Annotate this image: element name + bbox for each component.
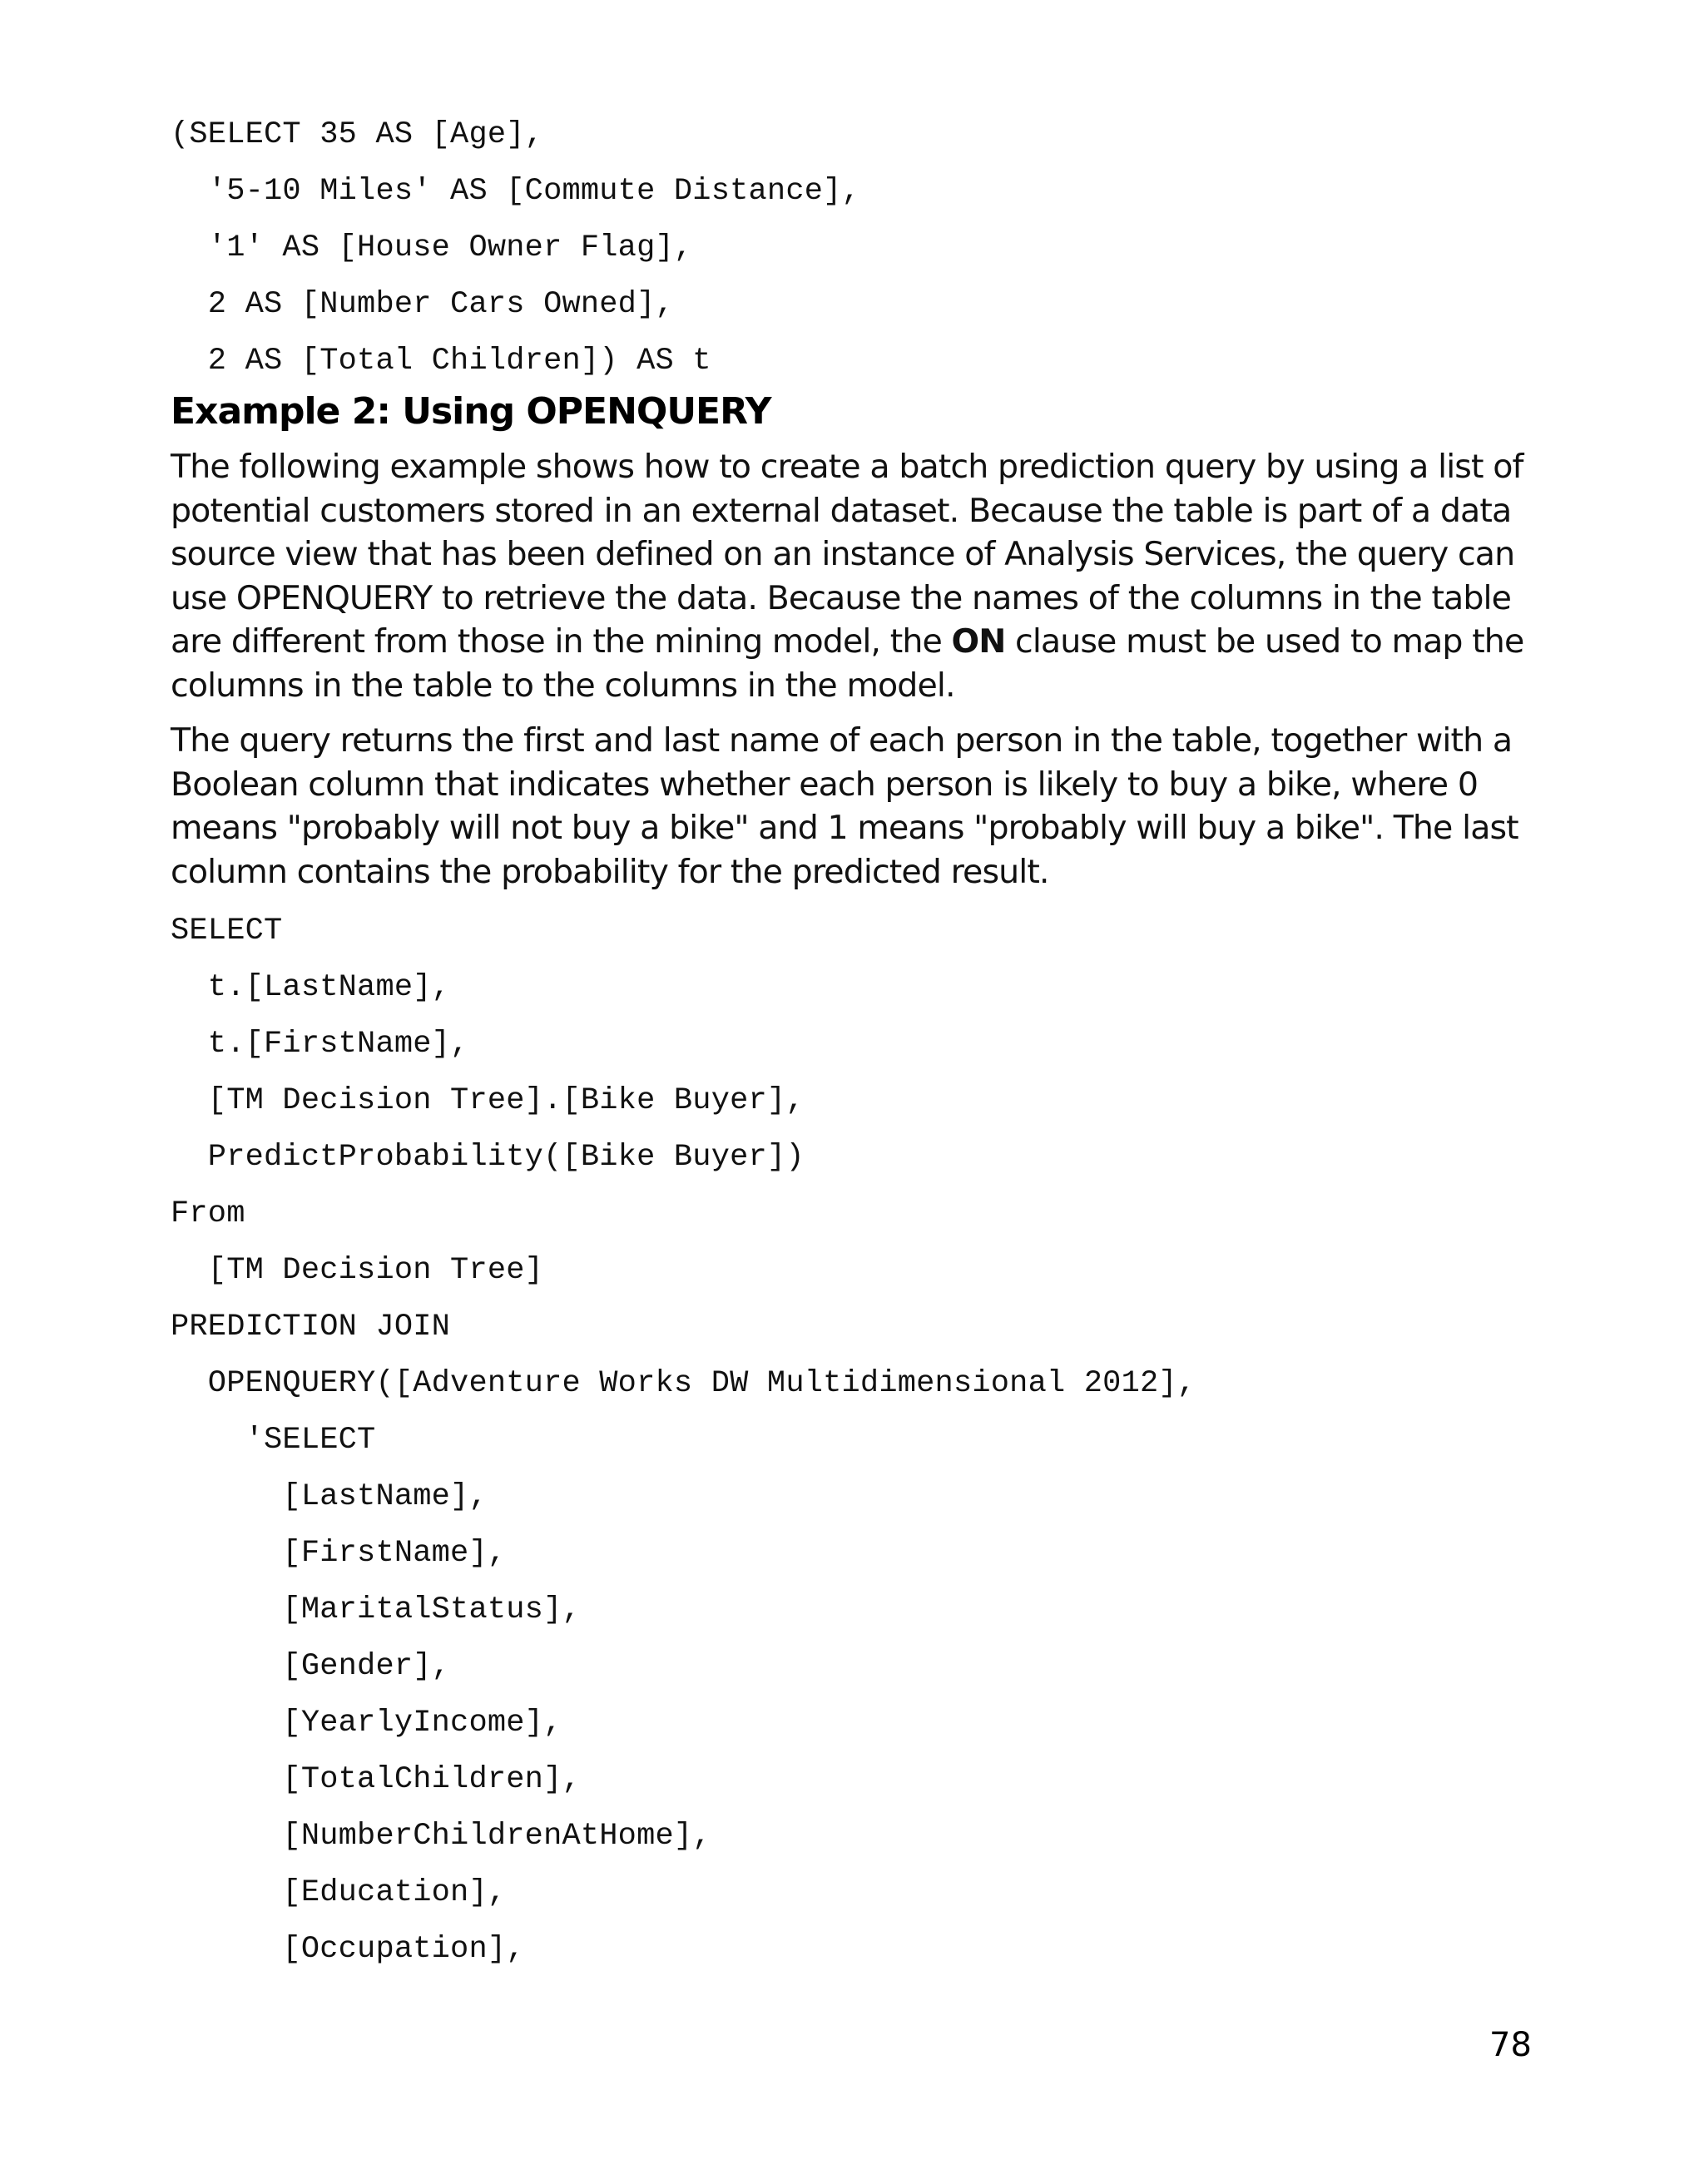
code-line: PREDICTION JOIN bbox=[171, 1310, 451, 1345]
body-paragraph bbox=[171, 445, 1543, 707]
code-line: [YearlyIncome], bbox=[171, 1706, 562, 1741]
paragraph-text: clause must be used to map the columns in the table to the columns in the model. bbox=[171, 622, 1524, 705]
body-paragraph: The query returns the first and last name of each person in the table, together with a Boolean column that indicates whether each person is likely to buy a bike, where 0 means "probably will not buy a bike" and 1 means "probably will buy a bike". The last column contains the probability for the predicted result. bbox=[171, 721, 1518, 891]
code-line: [TM Decision Tree].[Bike Buyer], bbox=[171, 1083, 805, 1118]
code-line: PredictProbability([Bike Buyer]) bbox=[171, 1140, 805, 1175]
section-heading: Example 2: Using OPENQUERY bbox=[171, 390, 771, 433]
code-line: 'SELECT bbox=[171, 1423, 376, 1458]
code-line: [LastName], bbox=[171, 1479, 488, 1514]
code-line: '1' AS [House Owner Flag], bbox=[171, 230, 693, 265]
code-line: [Education], bbox=[171, 1875, 507, 1910]
code-line: [FirstName], bbox=[171, 1536, 507, 1571]
page-number: 78 bbox=[1489, 2026, 1532, 2064]
code-line: t.[LastName], bbox=[171, 970, 451, 1005]
code-line: [MaritalStatus], bbox=[171, 1592, 581, 1627]
code-line: (SELECT 35 AS [Age], bbox=[171, 117, 544, 152]
code-line: OPENQUERY([Adventure Works DW Multidimensional 2012], bbox=[171, 1366, 1196, 1401]
paragraph-bold-keyword: ON bbox=[951, 622, 1006, 661]
code-line: SELECT bbox=[171, 914, 283, 948]
code-line: '5-10 Miles' AS [Commute Distance], bbox=[171, 174, 860, 209]
code-line: 2 AS [Total Children]) AS t bbox=[171, 344, 711, 379]
code-line: [Occupation], bbox=[171, 1932, 525, 1967]
code-line: From bbox=[171, 1196, 245, 1231]
code-line: 2 AS [Number Cars Owned], bbox=[171, 287, 674, 322]
code-line: [TotalChildren], bbox=[171, 1762, 581, 1797]
paragraph-text: The following example shows how to create a batch prediction query by using a list of potential customers stored in an external dataset. Because the table is part of a data source view that has been defined on an instance of Analysis Services, the query can use OPENQUERY to retrieve the data. Because the names of the columns in the table are different from those in the mining model, the bbox=[171, 448, 1523, 661]
code-line: [Gender], bbox=[171, 1649, 451, 1684]
code-line: [TM Decision Tree] bbox=[171, 1253, 544, 1288]
code-line: t.[FirstName], bbox=[171, 1027, 469, 1062]
code-line: [NumberChildrenAtHome], bbox=[171, 1819, 711, 1854]
